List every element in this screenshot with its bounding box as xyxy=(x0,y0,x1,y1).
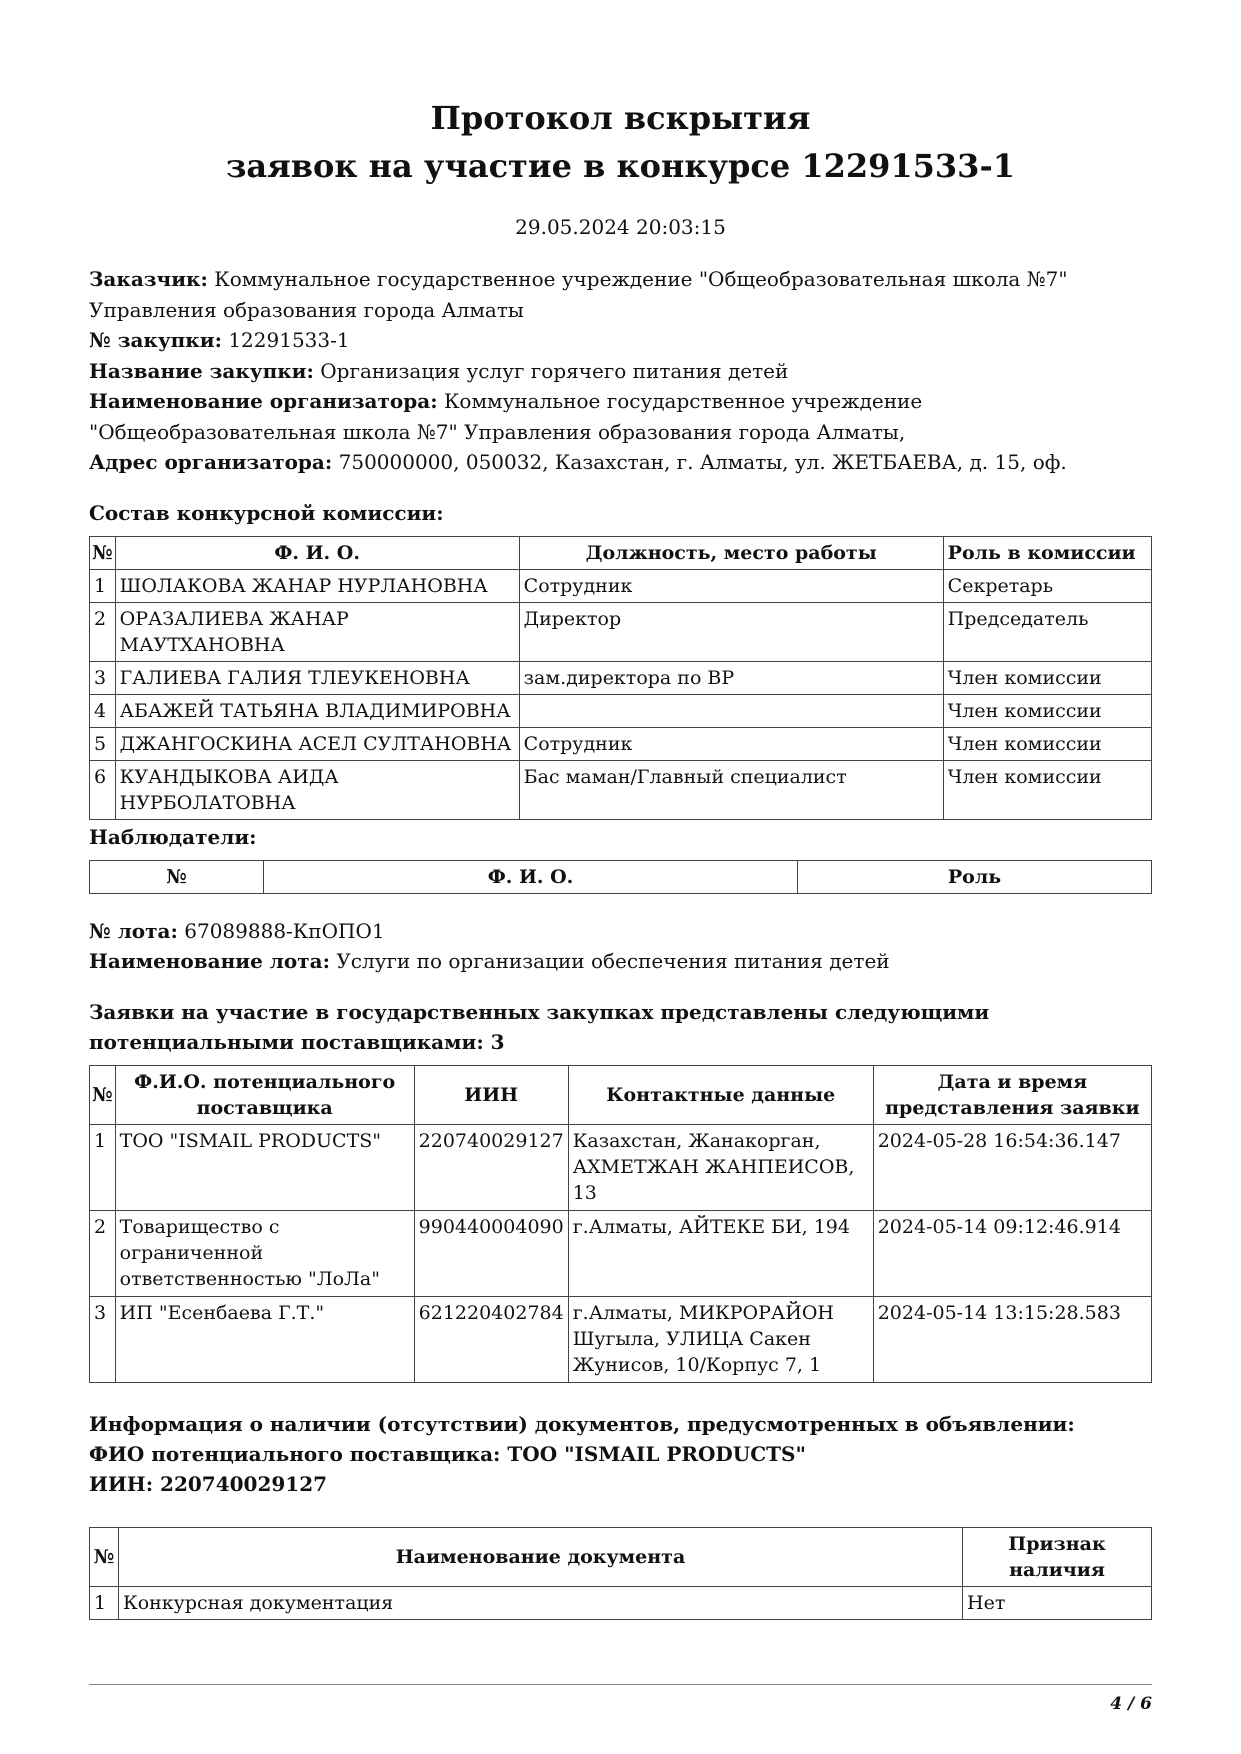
cell: 2024-05-14 09:12:46.914 xyxy=(873,1210,1151,1296)
cell: Член комиссии xyxy=(943,727,1151,760)
cell: 1 xyxy=(90,1124,116,1210)
table-header-row xyxy=(90,536,1152,569)
col-availability: Признак наличия xyxy=(963,1527,1152,1586)
table-row xyxy=(90,1586,1152,1619)
lot-name-label: Наименование лота: xyxy=(89,949,330,973)
col-number: № xyxy=(90,860,264,893)
col-role: Роль в комиссии xyxy=(943,536,1151,569)
lot-name-value: Услуги по организации обеспечения питания детей xyxy=(336,949,890,973)
cell: г.Алматы, МИКРОРАЙОН Шугыла, УЛИЦА Сакен Жунисов, 10/Корпус 7, 1 xyxy=(568,1296,873,1382)
documents-heading-1: Информация о наличии (отсутствии) документов, предусмотренных в объявлении: xyxy=(89,1411,1075,1436)
cell: 3 xyxy=(90,1296,116,1382)
cell: 2024-05-14 13:15:28.583 xyxy=(873,1296,1151,1382)
lot-no-value: 67089888-КпОПО1 xyxy=(184,918,385,943)
col-role: Роль xyxy=(798,860,1152,893)
cell: Сотрудник xyxy=(519,727,943,760)
cell: 2 xyxy=(90,1210,116,1296)
cell: Член комиссии xyxy=(943,661,1151,694)
organizer-value: Коммунальное государственное учреждение "Общеобразовательная школа №7" Управления образования города Алматы, xyxy=(89,389,923,444)
table-row xyxy=(90,1210,1152,1296)
cell: ГАЛИЕВА ГАЛИЯ ТЛЕУКЕНОВНА xyxy=(115,661,519,694)
purchase-name-label: Название закупки: xyxy=(89,358,314,383)
address-label: Адрес организатора: xyxy=(89,450,333,474)
lot-no-label: № лота: xyxy=(89,918,178,943)
cell: Товарищество с ограниченной ответственностью "ЛоЛа" xyxy=(115,1210,414,1296)
purchase-name-line xyxy=(89,356,1152,387)
cell: ТОО "ISMAIL PRODUCTS" xyxy=(115,1124,414,1210)
organizer-label: Наименование организатора: xyxy=(89,389,438,413)
lot-no-line xyxy=(89,916,1152,947)
address-line xyxy=(89,447,1152,478)
table-row xyxy=(90,1296,1152,1382)
lot-name-line xyxy=(89,946,1152,977)
customer-value: Коммунальное государственное учреждение "Общеобразовательная школа №7" Управления образования города Алматы xyxy=(89,267,1068,322)
observers-heading: Наблюдатели: xyxy=(89,824,257,849)
purchase-no-line xyxy=(89,325,1152,356)
cell: ИП "Есенбаева Г.Т." xyxy=(115,1296,414,1382)
observers-table xyxy=(89,860,1152,894)
table-row xyxy=(90,694,1152,727)
cell: 1 xyxy=(90,569,116,602)
purchase-no-value: 12291533-1 xyxy=(228,328,350,352)
cell: 2024-05-28 16:54:36.147 xyxy=(873,1124,1151,1210)
bids-table xyxy=(89,1065,1152,1383)
cell: Нет xyxy=(963,1586,1152,1619)
cell: 2 xyxy=(90,602,116,661)
title-line-1: Протокол вскрытия xyxy=(430,99,811,137)
document-title xyxy=(89,94,1152,190)
address-value: 750000000, 050032, Казахстан, г. Алматы, ул. ЖЕТБАЕВА, д. 15, оф. xyxy=(338,450,1067,474)
cell: 1 xyxy=(90,1586,119,1619)
col-supplier: Ф.И.О. потенциального поставщика xyxy=(115,1065,414,1124)
cell: 220740029127 xyxy=(414,1124,568,1210)
cell: 3 xyxy=(90,661,116,694)
title-line-2: заявок на участие в конкурсе 12291533-1 xyxy=(226,147,1015,185)
cell: г.Алматы, АЙТЕКЕ БИ, 194 xyxy=(568,1210,873,1296)
cell: 990440004090 xyxy=(414,1210,568,1296)
cell: Казахстан, Жанакорган, АХМЕТЖАН ЖАНПЕИСОВ, 13 xyxy=(568,1124,873,1210)
cell: Бас маман/Главный специалист xyxy=(519,760,943,819)
table-header-row xyxy=(90,860,1152,893)
footer-divider xyxy=(89,1684,1152,1685)
organizer-line xyxy=(89,386,1152,447)
cell: 621220402784 xyxy=(414,1296,568,1382)
purchase-name-value: Организация услуг горячего питания детей xyxy=(320,358,789,383)
cell: Конкурсная документация xyxy=(119,1586,963,1619)
customer-line xyxy=(89,264,1152,325)
documents-heading-2: ФИО потенциального поставщика: ТОО "ISMAIL PRODUCTS" xyxy=(89,1441,806,1466)
cell: 5 xyxy=(90,727,116,760)
document-page xyxy=(89,0,1152,1620)
procurement-info xyxy=(89,264,1152,478)
col-contacts: Контактные данные xyxy=(568,1065,873,1124)
cell: Член комиссии xyxy=(943,760,1151,819)
col-submission-date: Дата и время представления заявки xyxy=(873,1065,1151,1124)
col-name: Ф. И. О. xyxy=(264,860,798,893)
table-header-row xyxy=(90,1527,1152,1586)
table-row xyxy=(90,727,1152,760)
cell: Секретарь xyxy=(943,569,1151,602)
purchase-no-label: № закупки: xyxy=(89,328,222,352)
cell: 4 xyxy=(90,694,116,727)
col-number: № xyxy=(90,536,116,569)
col-name: Ф. И. О. xyxy=(115,536,519,569)
bids-heading: Заявки на участие в государственных закупках представлены следующими потенциальными поставщиками: 3 xyxy=(89,999,990,1054)
cell: ОРАЗАЛИЕВА ЖАНАР МАУТХАНОВНА xyxy=(115,602,519,661)
table-row xyxy=(90,602,1152,661)
lot-info xyxy=(89,916,1152,977)
cell: 6 xyxy=(90,760,116,819)
table-row xyxy=(90,1124,1152,1210)
customer-label: Заказчик: xyxy=(89,267,208,291)
cell: Директор xyxy=(519,602,943,661)
documents-heading xyxy=(89,1409,1152,1499)
col-document-name: Наименование документа xyxy=(119,1527,963,1586)
cell: зам.директора по ВР xyxy=(519,661,943,694)
table-row xyxy=(90,760,1152,819)
cell xyxy=(519,694,943,727)
col-number: № xyxy=(90,1065,116,1124)
table-row xyxy=(90,569,1152,602)
commission-heading: Состав конкурсной комиссии: xyxy=(89,500,444,525)
cell: КУАНДЫКОВА АИДА НУРБОЛАТОВНА xyxy=(115,760,519,819)
cell: АБАЖЕЙ ТАТЬЯНА ВЛАДИМИРОВНА xyxy=(115,694,519,727)
cell: Сотрудник xyxy=(519,569,943,602)
protocol-date: 29.05.2024 20:03:15 xyxy=(515,215,726,239)
col-iin: ИИН xyxy=(414,1065,568,1124)
col-position: Должность, место работы xyxy=(519,536,943,569)
documents-table xyxy=(89,1527,1152,1620)
page-number: 4 / 6 xyxy=(1110,1694,1152,1714)
table-row xyxy=(90,661,1152,694)
cell: Член комиссии xyxy=(943,694,1151,727)
cell: Председатель xyxy=(943,602,1151,661)
documents-heading-3: ИИН: 220740029127 xyxy=(89,1471,328,1496)
col-number: № xyxy=(90,1527,119,1586)
commission-table xyxy=(89,536,1152,820)
cell: ШОЛАКОВА ЖАНАР НУРЛАНОВНА xyxy=(115,569,519,602)
table-header-row xyxy=(90,1065,1152,1124)
cell: ДЖАНГОСКИНА АСЕЛ СУЛТАНОВНА xyxy=(115,727,519,760)
